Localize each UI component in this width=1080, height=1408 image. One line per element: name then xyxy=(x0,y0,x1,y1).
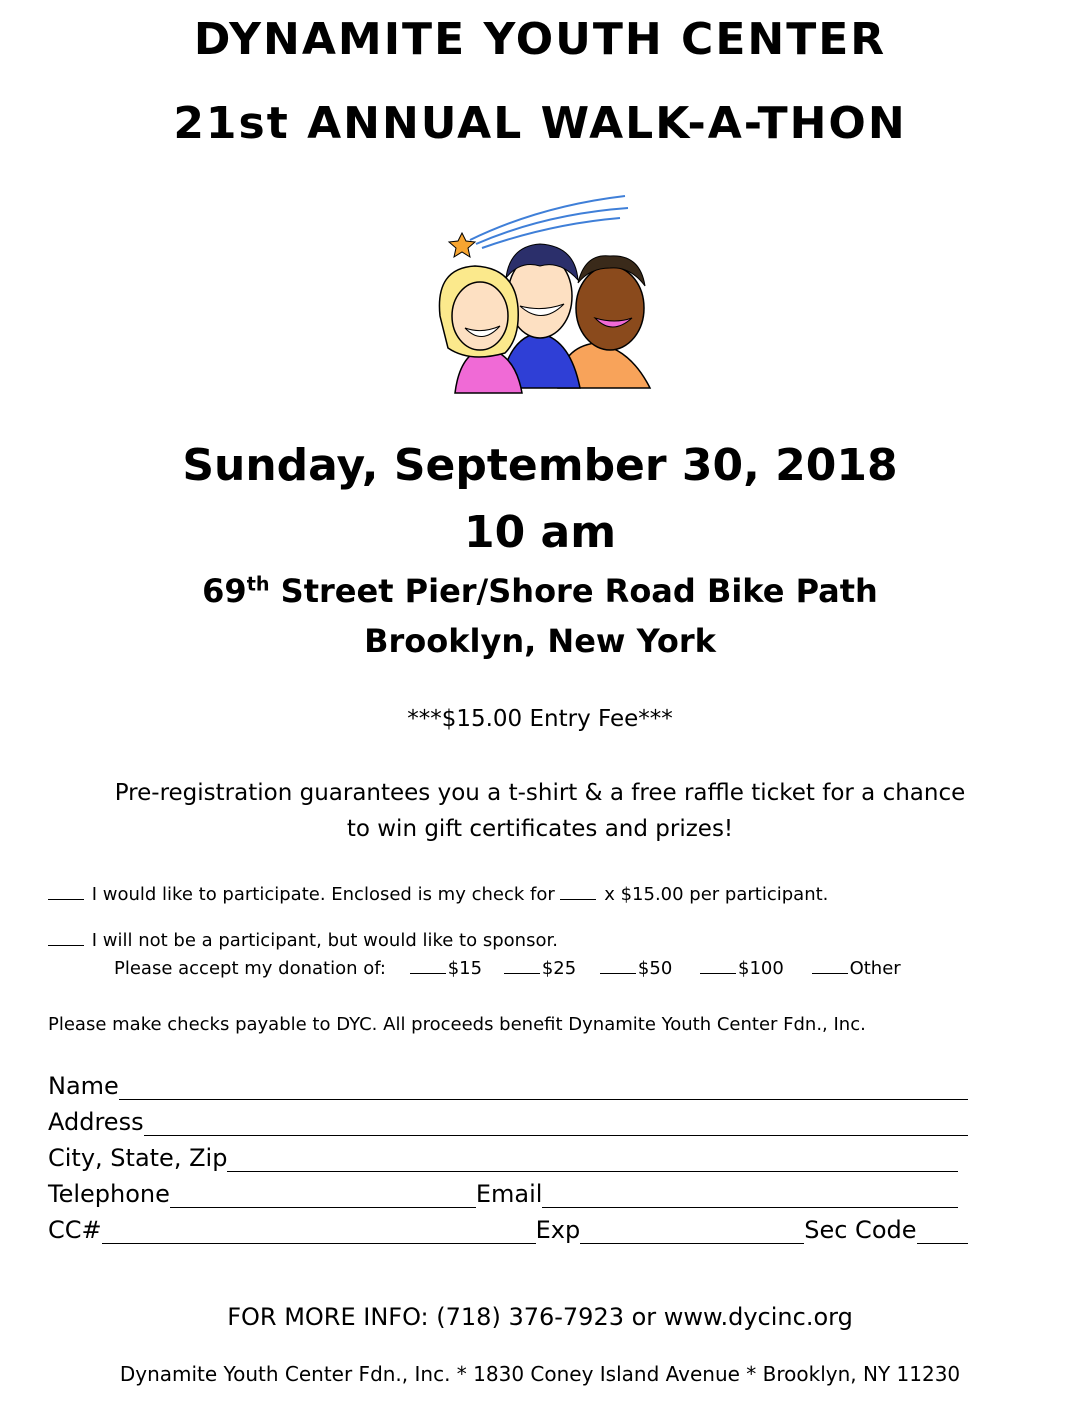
telephone-label: Telephone xyxy=(48,1180,170,1208)
donation-100[interactable]: $100 xyxy=(700,958,784,979)
donation-other[interactable]: Other xyxy=(812,958,901,979)
exp-label: Exp xyxy=(535,1216,581,1244)
telephone-field[interactable] xyxy=(170,1183,476,1208)
event-time: 10 am xyxy=(463,507,617,558)
cc-field[interactable] xyxy=(102,1219,536,1244)
location-number: 69 xyxy=(202,572,247,610)
sponsor-checkbox-blank[interactable] xyxy=(48,945,84,946)
donation-row xyxy=(114,958,901,979)
exp-field[interactable] xyxy=(580,1219,804,1244)
telephone-email-row xyxy=(48,1180,958,1208)
city-state-zip-field[interactable] xyxy=(227,1147,958,1172)
participate-option xyxy=(48,884,828,905)
sponsor-text: I will not be a participant, but would like to sponsor. xyxy=(91,930,558,951)
entry-fee: ***$15.00 Entry Fee*** xyxy=(407,706,673,732)
event-location xyxy=(0,572,1080,610)
participate-text-a: I would like to participate. Enclosed is my check for xyxy=(91,884,555,905)
more-info: FOR MORE INFO: (718) 376-7923 or www.dycinc.org xyxy=(227,1303,853,1331)
address-field[interactable] xyxy=(144,1111,968,1136)
donation-50[interactable]: $50 xyxy=(600,958,672,979)
org-address: Dynamite Youth Center Fdn., Inc. * 1830 Coney Island Avenue * Brooklyn, NY 11230 xyxy=(119,1362,961,1386)
cc-label: CC# xyxy=(48,1216,102,1244)
participant-count-blank[interactable] xyxy=(560,899,596,900)
location-rest: Street Pier/Shore Road Bike Path xyxy=(269,572,878,610)
donation-15[interactable]: $15 xyxy=(410,958,482,979)
participate-text-b: x $15.00 per participant. xyxy=(604,884,829,905)
event-date: Sunday, September 30, 2018 xyxy=(182,440,898,491)
sec-code-label: Sec Code xyxy=(804,1216,917,1244)
email-label: Email xyxy=(475,1180,543,1208)
address-row xyxy=(48,1108,968,1136)
org-title: DYNAMITE YOUTH CENTER xyxy=(193,14,887,65)
donation-label: Please accept my donation of: xyxy=(114,958,386,979)
promo-line-1: Pre-registration guarantees you a t-shirt & a free raffle ticket for a chance xyxy=(114,780,966,806)
donation-25[interactable]: $25 xyxy=(504,958,576,979)
city-state-zip-label: City, State, Zip xyxy=(48,1144,228,1172)
sec-code-field[interactable] xyxy=(917,1219,969,1244)
name-field[interactable] xyxy=(119,1075,968,1100)
address-label: Address xyxy=(48,1108,144,1136)
name-row xyxy=(48,1072,968,1100)
email-field[interactable] xyxy=(542,1183,958,1208)
name-label: Name xyxy=(48,1072,119,1100)
city-state-zip-row xyxy=(48,1144,958,1172)
promo-line-2: to win gift certificates and prizes! xyxy=(346,816,734,842)
event-title: 21st ANNUAL WALK-A-THON xyxy=(173,98,907,149)
payable-note: Please make checks payable to DYC. All proceeds benefit Dynamite Youth Center Fdn., Inc. xyxy=(48,1014,866,1035)
participate-checkbox-blank[interactable] xyxy=(48,899,84,900)
kid-left-icon xyxy=(439,266,522,393)
sponsor-option xyxy=(48,930,558,951)
kids-illustration xyxy=(420,188,660,398)
promo-text xyxy=(0,775,1080,847)
event-city: Brooklyn, New York xyxy=(364,622,716,660)
cc-row xyxy=(48,1216,968,1244)
location-suffix: th xyxy=(246,572,270,596)
